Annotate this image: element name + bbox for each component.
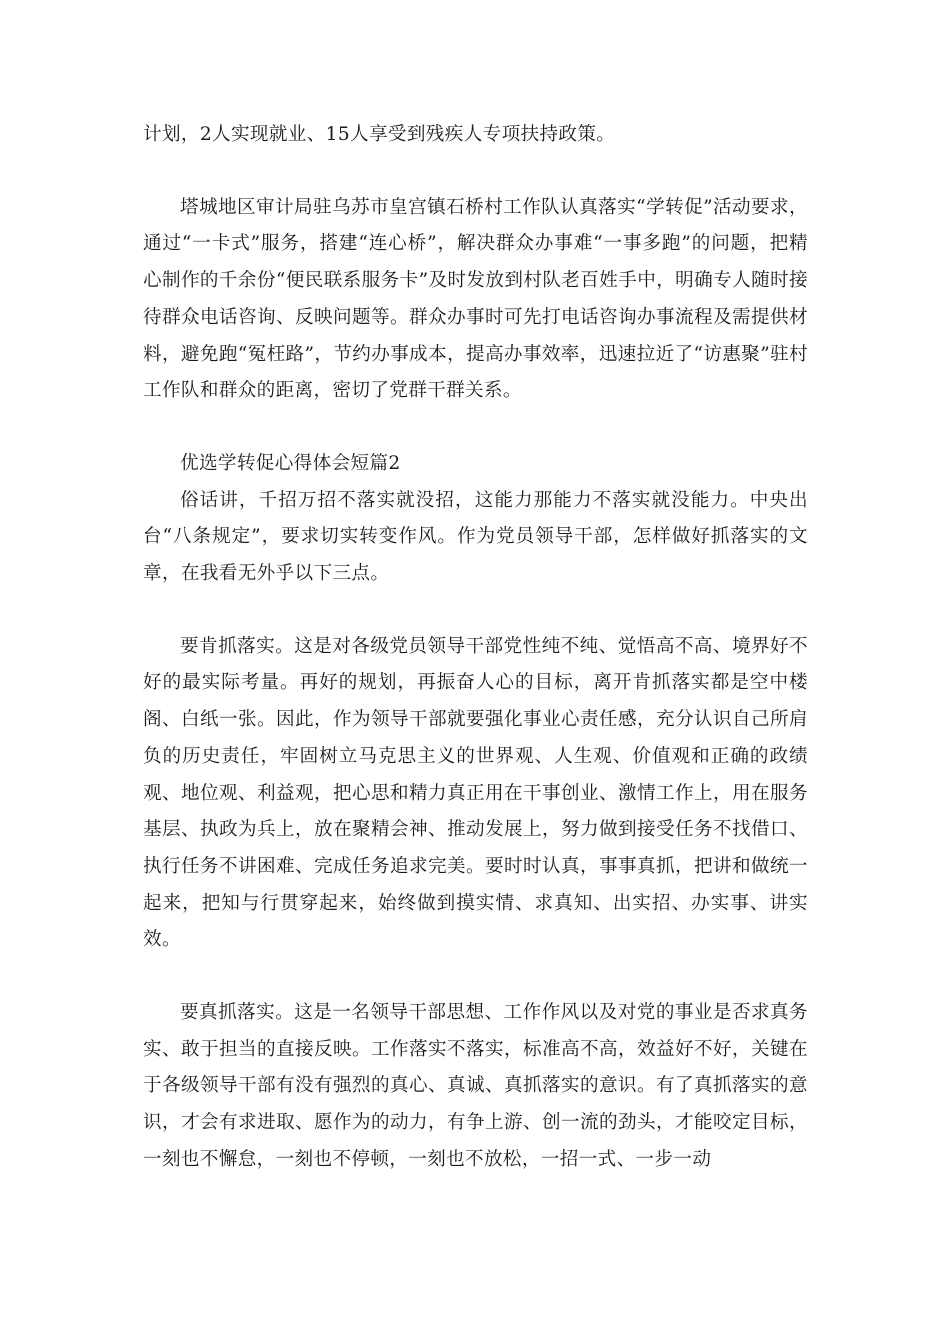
document-page (143, 117, 808, 1179)
paragraph-continuation: 计划，2人实现就业、15人享受到残疾人专项扶持政策。 (143, 124, 616, 145)
section-heading: 优选学转促心得体会短篇2 (180, 452, 401, 474)
paragraph-willing-to-implement: 要肯抓落实。这是对各级党员领导干部党性纯不纯、觉悟高不高、境界好不好的最实际考量。再好的规划，再振奋人心的目标，离开肯抓落实都是空中楼阁、白纸一张。因此，作为领导干部就要强化事业心责任感，充分认识自己所肩负的历史责任，牢固树立马克思主义的世界观、人生观、价值观和正确的政绩观、地位观、利益观，把心思和精力真正用在干事创业、激情工作上，用在服务基层、执政为兵上，放在聚精会神、推动发展上，努力做到接受任务不找借口、执行任务不讲困难、完成任务追求完美。要时时认真，事事真抓，把讲和做统一起来，把知与行贯穿起来，始终做到摸实情、求真知、出实招、办实事、讲实效。 (143, 635, 808, 951)
paragraph-intro: 俗话讲，千招万招不落实就没招，这能力那能力不落实就没能力。中央出台“八条规定”，要求切实转变作风。作为党员领导干部，怎样做好抓落实的文章，在我看无外乎以下三点。 (143, 489, 808, 585)
paragraph-truly-implement: 要真抓落实。这是一名领导干部思想、工作作风以及对党的事业是否求真务实、敢于担当的直接反映。工作落实不落实，标准高不高，效益好不好，关键在于各级领导干部有没有强烈的真心、真诚、真抓落实的意识。有了真抓落实的意识，才会有求进取、愿作为的动力，有争上游、创一流的劲头，才能咬定目标，一刻也不懈怠，一刻也不停顿，一刻也不放松，一招一式、一步一动 (143, 1002, 808, 1170)
paragraph-tacheng-audit: 塔城地区审计局驻乌苏市皇宫镇石桥村工作队认真落实“学转促”活动要求，通过“一卡式”服务，搭建“连心桥”，解决群众办事难“一事多跑”的问题，把精心制作的千余份“便民联系服务卡”及时发放到村队老百姓手中，明确专人随时接待群众电话咨询、反映问题等。群众办事时可先打电话咨询办事流程及需提供材料，避免跑“冤枉路”，节约办事成本，提高办事效率，迅速拉近了“访惠聚”驻村工作队和群众的距离，密切了党群干群关系。 (143, 196, 808, 402)
